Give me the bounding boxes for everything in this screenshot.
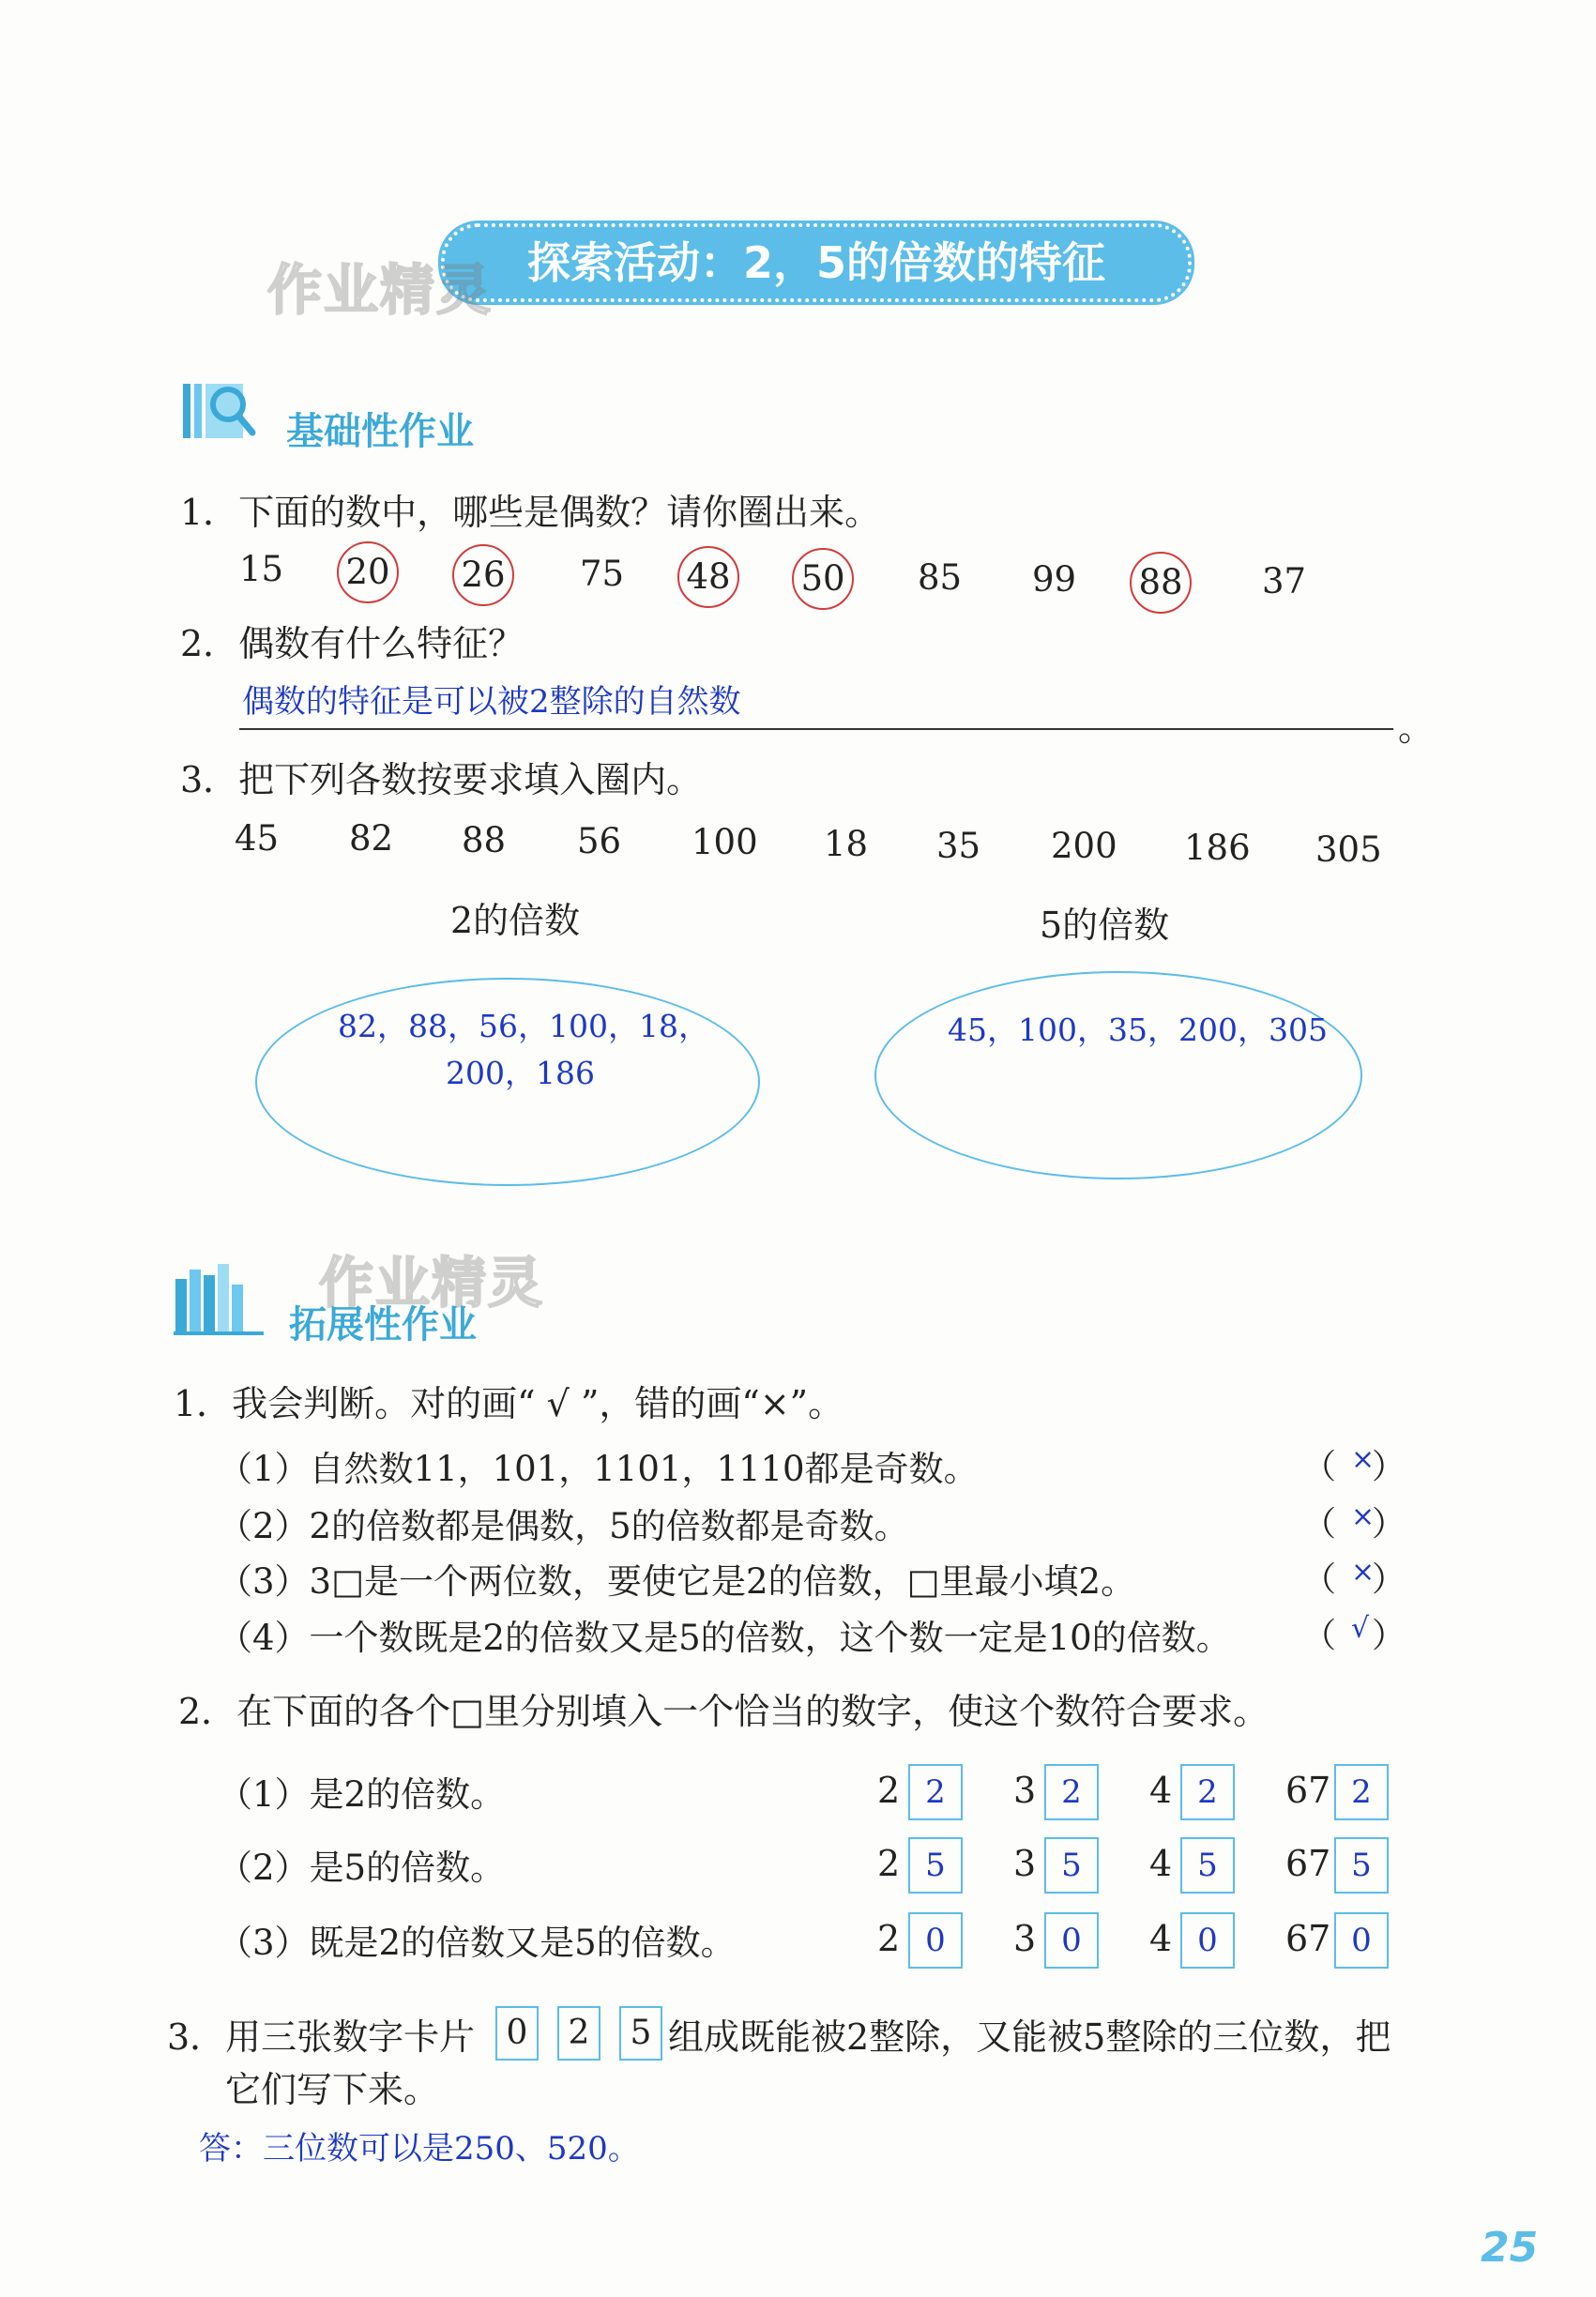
basic-q2-answer: 偶数的特征是可以被2整除的自然数 (242, 683, 741, 721)
judge-statement: （3）3□是一个两位数，要使它是2的倍数，□里最小填2。 (218, 1561, 1136, 1602)
number: 18 (824, 824, 869, 864)
answer-box: 0 (1044, 1912, 1099, 1969)
set-a-label: 2的倍数 (450, 900, 581, 941)
answer-box: 2 (1334, 1764, 1389, 1820)
answer-box: 5 (908, 1837, 963, 1894)
number-prefix: 67 (1285, 1843, 1331, 1884)
circled-number: 50 (792, 548, 854, 610)
paren-open: （ (1302, 1448, 1337, 1486)
number: 100 (692, 822, 758, 862)
basic-q3-text: 3．把下列各数按要求填入圈内。 (180, 759, 703, 800)
answer-box: 0 (1180, 1912, 1235, 1969)
answer-box: 0 (908, 1912, 963, 1969)
answer-box: 0 (1334, 1912, 1389, 1969)
fill-row-label: （2）是5的倍数。 (218, 1848, 506, 1888)
paren-open: （ (1302, 1505, 1337, 1544)
number: 82 (349, 818, 394, 859)
number: 99 (1032, 559, 1077, 600)
basic-q2-text: 2．偶数有什么特征？ (180, 623, 524, 664)
watermark: 作业精灵 (319, 1251, 545, 1315)
answer-line (239, 723, 1393, 730)
number: 15 (239, 549, 284, 589)
number-prefix: 2 (877, 1770, 901, 1811)
extended-q3-answer: 答：三位数可以是250、520。 (199, 2130, 640, 2168)
set-b-line1: 45，100，35，200，305 (948, 1012, 1328, 1048)
number-prefix: 4 (1149, 1843, 1173, 1884)
paren-close: ） (1372, 1505, 1406, 1544)
number: 88 (462, 820, 507, 860)
magnifier-book-icon (181, 380, 262, 442)
number-prefix: 67 (1285, 1918, 1331, 1959)
number-prefix: 2 (877, 1918, 901, 1959)
circled-number: 88 (1130, 552, 1192, 614)
paren-close: ） (1372, 1448, 1406, 1486)
answer-box: 5 (1334, 1837, 1389, 1894)
number-prefix: 3 (1013, 1843, 1037, 1884)
paren-close: ） (1372, 1560, 1406, 1599)
number-prefix: 4 (1149, 1770, 1173, 1811)
paren-open: （ (1302, 1617, 1337, 1655)
circled-number: 20 (337, 541, 399, 603)
paren-open: （ (1302, 1560, 1337, 1599)
page-number: 25 (1481, 2224, 1539, 2272)
judge-answer: × (1351, 1556, 1376, 1589)
number: 305 (1315, 829, 1382, 870)
extended-q2-text: 2．在下面的各个□里分别填入一个恰当的数字，使这个数符合要求。 (178, 1691, 1269, 1732)
judge-answer: √ (1351, 1612, 1370, 1645)
extended-q3-text-c: 它们写下来。 (225, 2069, 440, 2110)
number: 56 (577, 821, 622, 861)
books-icon (174, 1262, 267, 1335)
set-b-label: 5的倍数 (1040, 905, 1170, 946)
sentence-end: 。 (1398, 707, 1435, 749)
circled-number: 48 (677, 546, 739, 608)
page-title: 探索活动：2，5的倍数的特征 (441, 223, 1192, 302)
number: 35 (936, 826, 981, 866)
answer-box: 5 (1044, 1837, 1099, 1894)
number-prefix: 3 (1013, 1918, 1037, 1959)
judge-statement: （2）2的倍数都是偶数，5的倍数都是奇数。 (218, 1506, 909, 1546)
watermark: 作业精灵 (267, 258, 494, 322)
set-a-line1: 82，88，56，100，18， (338, 1008, 709, 1044)
fill-row-label: （1）是2的倍数。 (218, 1774, 506, 1815)
paren-close: ） (1372, 1617, 1406, 1655)
set-b-ellipse (874, 971, 1362, 1179)
judge-statement: （4）一个数既是2的倍数又是5的倍数，这个数一定是10的倍数。 (218, 1618, 1231, 1658)
judge-answer: × (1351, 1443, 1376, 1476)
digit-card-0: 0 (495, 2006, 539, 2061)
digit-card-2: 2 (557, 2006, 600, 2061)
number: 200 (1051, 826, 1117, 866)
extended-q1-text: 1．我会判断。对的画“ √ ”，错的画“×”。 (174, 1383, 844, 1424)
number: 75 (580, 554, 625, 594)
fill-row-label: （3）既是2的倍数又是5的倍数。 (218, 1923, 736, 1963)
basic-q1-text: 1．下面的数中，哪些是偶数？请你圈出来。 (180, 492, 881, 533)
number: 85 (918, 557, 963, 598)
extended-section-heading: 拓展性作业 (289, 1303, 477, 1346)
answer-box: 5 (1180, 1837, 1235, 1894)
basic-section-heading: 基础性作业 (286, 410, 474, 453)
number-prefix: 2 (877, 1843, 901, 1884)
number: 186 (1184, 828, 1251, 868)
answer-box: 2 (1044, 1764, 1099, 1820)
judge-answer: × (1351, 1500, 1376, 1533)
number-prefix: 67 (1285, 1770, 1331, 1811)
number: 45 (235, 818, 280, 859)
judge-statement: （1）自然数11，101，1101，1110都是奇数。 (218, 1449, 979, 1489)
digit-card-5: 5 (619, 2006, 662, 2061)
answer-box: 2 (908, 1764, 963, 1820)
extended-q3-text-a: 3．用三张数字卡片 (167, 2016, 476, 2058)
set-a-line2: 200，186 (446, 1055, 595, 1091)
circled-number: 26 (452, 544, 514, 606)
number: 37 (1262, 561, 1307, 601)
answer-box: 2 (1180, 1764, 1235, 1820)
number-prefix: 3 (1013, 1770, 1037, 1811)
extended-q3-text-b: 组成既能被2整除，又能被5整除的三位数，把 (668, 2016, 1391, 2058)
number-prefix: 4 (1149, 1918, 1173, 1959)
